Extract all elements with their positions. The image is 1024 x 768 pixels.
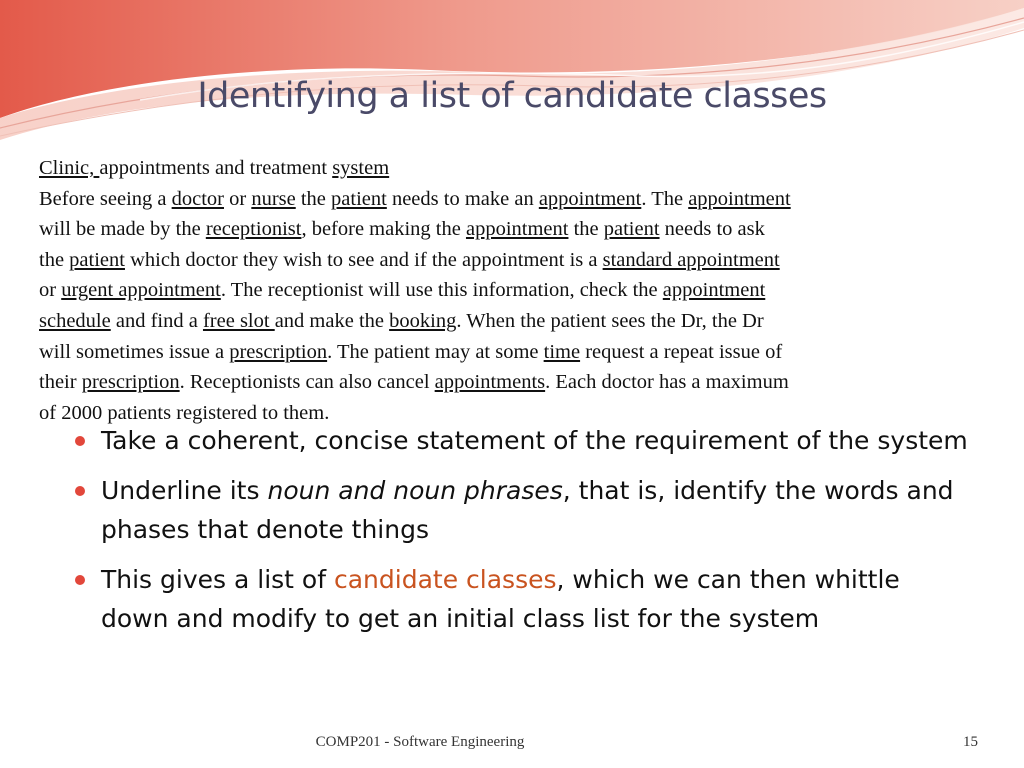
underlined-noun: nurse bbox=[251, 187, 296, 210]
underlined-noun: appointment bbox=[538, 187, 642, 210]
passage-line bbox=[39, 306, 989, 337]
passage-text: . The patient may at some bbox=[327, 340, 544, 363]
passage-text: appointments and treatment bbox=[99, 157, 333, 179]
slide-title: Identifying a list of candidate classes bbox=[197, 76, 827, 116]
passage-line bbox=[39, 245, 989, 276]
footer-course-label: COMP201 - Software Engineering bbox=[315, 734, 525, 750]
bullet-item bbox=[72, 560, 972, 638]
bullet-emphasis: noun and noun phrases bbox=[267, 476, 563, 505]
passage-text: the bbox=[295, 187, 332, 210]
underlined-noun: appointments bbox=[434, 371, 546, 394]
passage-text: which doctor they wish to see and if the appointment is a bbox=[124, 248, 603, 271]
passage-text: needs to ask bbox=[659, 218, 765, 241]
underlined-noun: prescription bbox=[81, 371, 180, 394]
bullet-text-post: , that is, identify the words and phases that denote things bbox=[101, 476, 954, 544]
bullet-text-pre: Underline its bbox=[101, 476, 268, 505]
underlined-noun: appointment bbox=[688, 187, 791, 210]
passage-text: request a repeat issue of bbox=[580, 340, 783, 363]
passage-text: Before seeing a bbox=[39, 187, 172, 210]
passage-text: and find a bbox=[110, 309, 203, 332]
underlined-noun: receptionist bbox=[205, 218, 302, 241]
underlined-noun: booking bbox=[389, 309, 457, 332]
underlined-noun: Clinic, bbox=[39, 157, 100, 179]
underlined-noun: time bbox=[543, 340, 581, 363]
passage-line bbox=[39, 184, 989, 215]
passage-text: . The bbox=[641, 187, 689, 210]
underlined-noun: patient bbox=[603, 218, 660, 241]
bullet-dot-icon bbox=[75, 486, 85, 496]
passage-text: or bbox=[39, 279, 62, 302]
passage-line bbox=[39, 337, 989, 368]
underlined-noun: appointment bbox=[465, 218, 569, 241]
bullet-text-post: , which we can then whittle down and modify to get an initial class list for the system bbox=[101, 565, 900, 633]
passage-line bbox=[39, 153, 989, 184]
underlined-noun: prescription bbox=[229, 340, 328, 363]
bullet-dot-icon bbox=[75, 575, 85, 585]
passage-text: the bbox=[568, 218, 604, 241]
bullet-item bbox=[72, 471, 972, 549]
footer-page-number: 15 bbox=[963, 734, 978, 750]
underlined-noun: appointment bbox=[662, 279, 766, 302]
underlined-noun: standard appointment bbox=[602, 248, 780, 271]
bullet-text: Take a coherent, concise statement of the requirement of the system bbox=[101, 426, 968, 455]
underlined-noun: schedule bbox=[39, 309, 111, 332]
underlined-noun: system bbox=[332, 157, 390, 179]
passage-text: needs to make an bbox=[386, 187, 539, 210]
passage-text: or bbox=[224, 187, 252, 210]
bullet-dot-icon bbox=[75, 436, 85, 446]
passage-text: . The receptionist will use this information, check the bbox=[220, 279, 663, 302]
passage-text: will be made by the bbox=[39, 218, 206, 241]
bullet-item bbox=[72, 421, 972, 460]
underlined-noun: patient bbox=[69, 248, 125, 271]
passage-line bbox=[39, 367, 989, 398]
bullet-highlight: candidate classes bbox=[333, 565, 557, 594]
passage-text: the bbox=[39, 248, 70, 271]
case-study-passage bbox=[39, 153, 989, 428]
passage-text: will sometimes issue a bbox=[39, 340, 230, 363]
underlined-noun: doctor bbox=[171, 187, 224, 210]
passage-text: of 2000 patients registered to them. bbox=[39, 401, 330, 424]
bullet-list bbox=[72, 421, 972, 649]
passage-text: and make the bbox=[274, 309, 390, 332]
passage-text: . When the patient sees the Dr, the Dr bbox=[456, 309, 764, 332]
passage-line bbox=[39, 275, 989, 306]
passage-text: . Receptionists can also cancel bbox=[179, 371, 435, 394]
bullet-text-pre: This gives a list of bbox=[101, 565, 334, 594]
passage-text: . Each doctor has a maximum bbox=[545, 371, 789, 394]
underlined-noun: urgent appointment bbox=[61, 279, 221, 302]
passage-text: their bbox=[39, 371, 82, 394]
underlined-noun: patient bbox=[331, 187, 387, 210]
passage-text: , before making the bbox=[301, 218, 466, 241]
passage-line bbox=[39, 214, 989, 245]
underlined-noun: free slot bbox=[202, 309, 275, 332]
